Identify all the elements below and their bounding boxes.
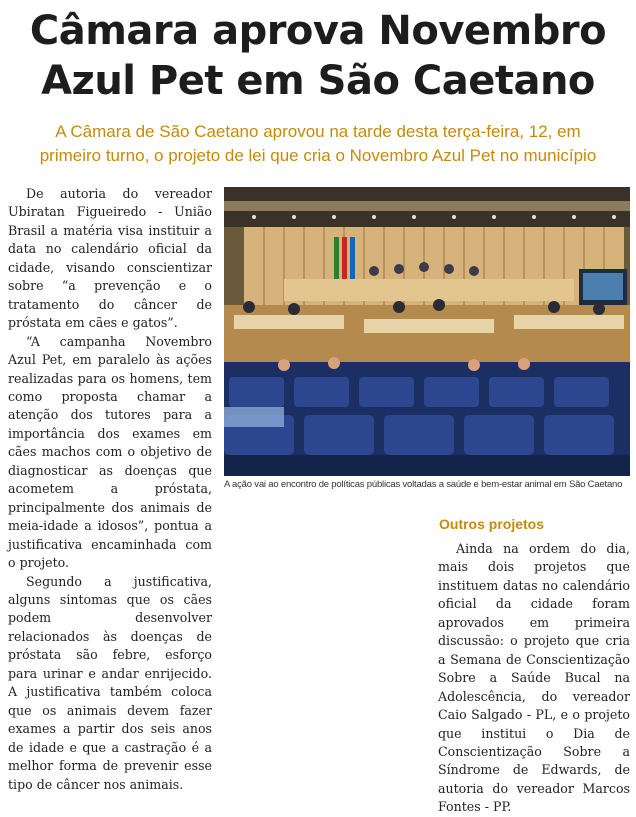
deck-line-2: primeiro turno, o projeto de lei que cria o Novembro Azul Pet no município [39, 146, 597, 165]
headline [0, 6, 636, 106]
sidebar-paragraph: Ainda na ordem do dia, mais dois projetos que instituem datas no calendário oficial da cidade foram aprovados em primeira discussão: o projeto que cria a Semana de Conscientização Sobre a Saúde Bucal na Adolescência, do vereador Caio Salgado - PL, e o projeto que institui o Dia de Conscientização Sobre a Síndrome de Edwards, de autoria do vereador Marcos Fontes - PP. [438, 541, 630, 815]
article-column-3 [438, 540, 630, 817]
article-column-1 [8, 185, 212, 794]
body-paragraph-2: “A campanha Novembro Azul Pet, em paralelo às ações realizadas para os homens, tem como proposta chamar a atenção dos tutores para a importância dos exames em cães machos com o objetivo de diagnosticar as doenças que acometem a próstata, principalmente dos animais de meia-idade a idosos”, pontua a justificativa encaminhada com o projeto. [8, 333, 212, 571]
headline-line-2: Azul Pet em São Caetano [41, 58, 595, 104]
sidebar-title: Outros projetos [439, 516, 545, 532]
body-paragraph-3: Segundo a justificativa, alguns sintomas que os cães podem desenvolver relacionados às doenças de próstata são febre, esforço para urinar e andar enrijecido. A justificativa também coloca que os animais devem fazer exames a partir dos seis anos de idade e que a castração é a melhor forma de prevenir esse tipo de câncer nos animais. [8, 573, 212, 792]
headline-line-1: Câmara aprova Novembro [29, 8, 607, 54]
chamber-photo [224, 187, 630, 476]
deck-line-1: A Câmara de São Caetano aprovou na tarde desta terça-feira, 12, em [55, 122, 581, 141]
deck [0, 120, 636, 168]
photo-caption: A ação vai ao encontro de políticas públicas voltadas a saúde e bem-estar animal em São Caetano [224, 479, 623, 490]
body-paragraph-1: De autoria do vereador Ubiratan Figueiredo - União Brasil a matéria visa instituir a data no calendário oficial da cidade, visando conscientizar sobre “a prevenção e o tratamento do câncer de próstata em cães e gatos”. [8, 186, 212, 331]
